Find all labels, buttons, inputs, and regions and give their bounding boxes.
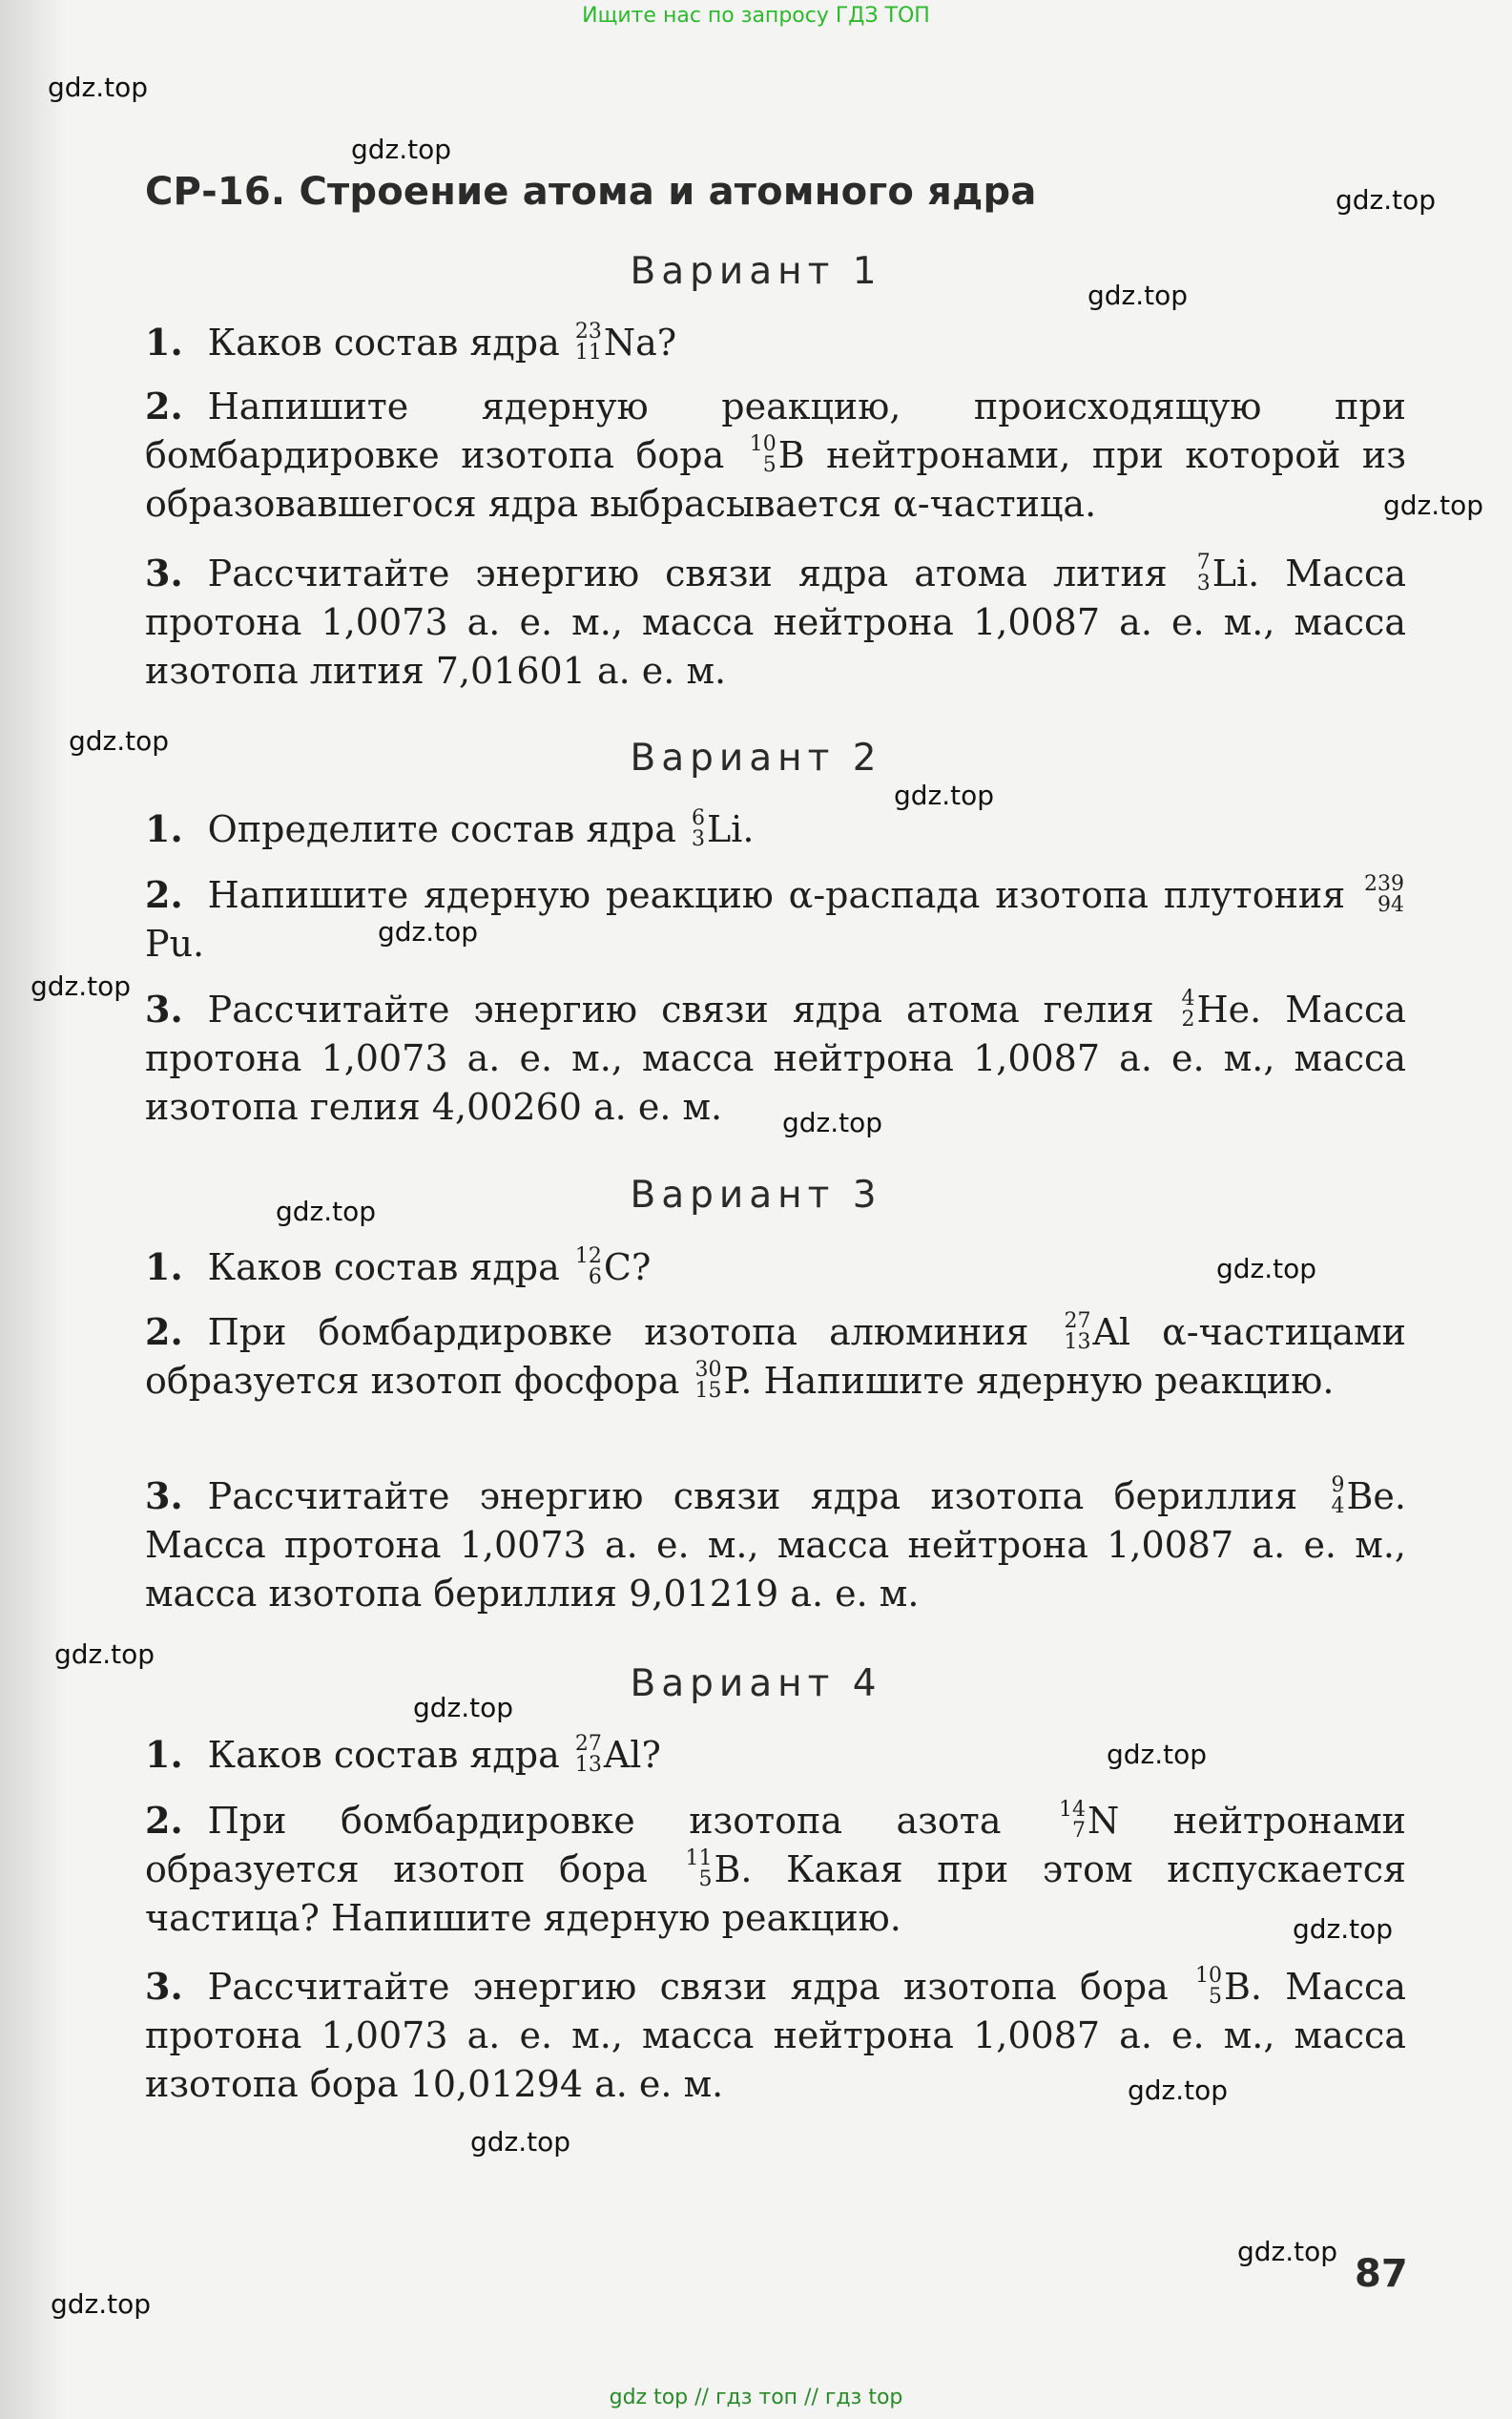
watermark: gdz.top <box>48 72 149 103</box>
watermark: gdz.top <box>1293 1913 1394 1945</box>
watermark: gdz.top <box>31 970 132 1002</box>
watermark: gdz.top <box>54 1638 155 1670</box>
variant-4-heading: Вариант 4 <box>630 1662 882 1705</box>
variant-3-heading: Вариант 3 <box>630 1174 882 1217</box>
watermark: gdz.top <box>1087 280 1189 311</box>
variant-2-task-3: 3. Рассчитайте энергию связи ядра атома гелия 4 2 He. Масса протона 1,0073 а. е. м., масса нейтрона 1,0087 а. е. м., масса изотопа гелия 4,00260 а. е. м. <box>145 986 1406 1128</box>
variant-4-task-2: 2. При бомбардировке изотопа азота 14 7 N нейтронами образуется изотоп бора 11 5 B. Какая при этом испускается частица? Напишите ядерную реакцию. <box>145 1797 1406 1939</box>
variant-3-task-3: 3. Рассчитайте энергию связи ядра изотопа бериллия 9 4 Be. Масса протона 1,0073 а. е. м., масса нейтрона 1,0087 а. е. м., масса изотопа бериллия 9,01219 а. е. м. <box>145 1472 1406 1615</box>
watermark: gdz.top <box>1107 1739 1208 1770</box>
watermark: gdz.top <box>276 1196 377 1227</box>
watermark: gdz.top <box>351 134 452 165</box>
variant-1-task-1: 1. Каков состав ядра 23 11 Na? <box>145 319 677 365</box>
variant-1-heading: Вариант 1 <box>630 250 882 293</box>
watermark: gdz.top <box>51 2288 152 2320</box>
watermark: gdz.top <box>1237 2236 1338 2267</box>
variant-2-task-1: 1. Определите состав ядра 6 3 Li. <box>145 805 755 851</box>
variant-3-task-2: 2. При бомбардировке изотопа алюминия 27 13 Al α-частицами образуется изотоп фосфора 30 15 P. Напишите ядерную реакцию. <box>145 1308 1407 1403</box>
watermark: gdz.top <box>782 1107 883 1138</box>
variant-4-task-1: 1. Каков состав ядра 27 13 Al? <box>145 1731 661 1777</box>
watermark: gdz.top <box>1336 184 1437 216</box>
watermark: gdz.top <box>1216 1253 1317 1284</box>
watermark: gdz.top <box>1128 2075 1229 2106</box>
watermark: gdz.top <box>413 1692 514 1723</box>
top-banner[interactable]: Ищите нас по запросу ГДЗ ТОП <box>582 4 930 28</box>
watermark: gdz.top <box>894 780 995 811</box>
watermark: gdz.top <box>470 2126 571 2158</box>
watermark: gdz.top <box>1383 490 1484 521</box>
page-number: 87 <box>1355 2252 1408 2296</box>
variant-1-task-3: 3. Рассчитайте энергию связи ядра атома лития 7 3 Li. Масса протона 1,0073 а. е. м., масса нейтрона 1,0087 а. е. м., масса изотопа лития 7,01601 а. е. м. <box>145 550 1406 692</box>
variant-3-task-1: 1. Каков состав ядра 12 6 C? <box>145 1243 652 1289</box>
variant-1-task-2: 2. Напишите ядерную реакцию, происходящую при бомбардировке изотопа бора 10 5 B нейтронами, при которой из образовавшегося ядра выбрасывается α-частица. <box>145 385 1406 525</box>
variant-2-heading: Вариант 2 <box>630 737 882 780</box>
watermark: gdz.top <box>69 725 170 757</box>
variant-2-task-2: 2. Напишите ядерную реакцию α-распада изотопа плутония 239 94 Pu. <box>145 871 1404 965</box>
bottom-banner[interactable]: gdz top // гдз топ // гдз top <box>609 2386 903 2409</box>
watermark: gdz.top <box>378 916 479 948</box>
variant-4-task-3: 3. Рассчитайте энергию связи ядра изотопа бора 10 5 B. Масса протона 1,0073 а. е. м., масса нейтрона 1,0087 а. е. м., масса изотопа бора 10,01294 а. е. м. <box>145 1963 1406 2105</box>
page-title: СР-16. Строение атома и атомного ядра <box>145 170 1037 214</box>
